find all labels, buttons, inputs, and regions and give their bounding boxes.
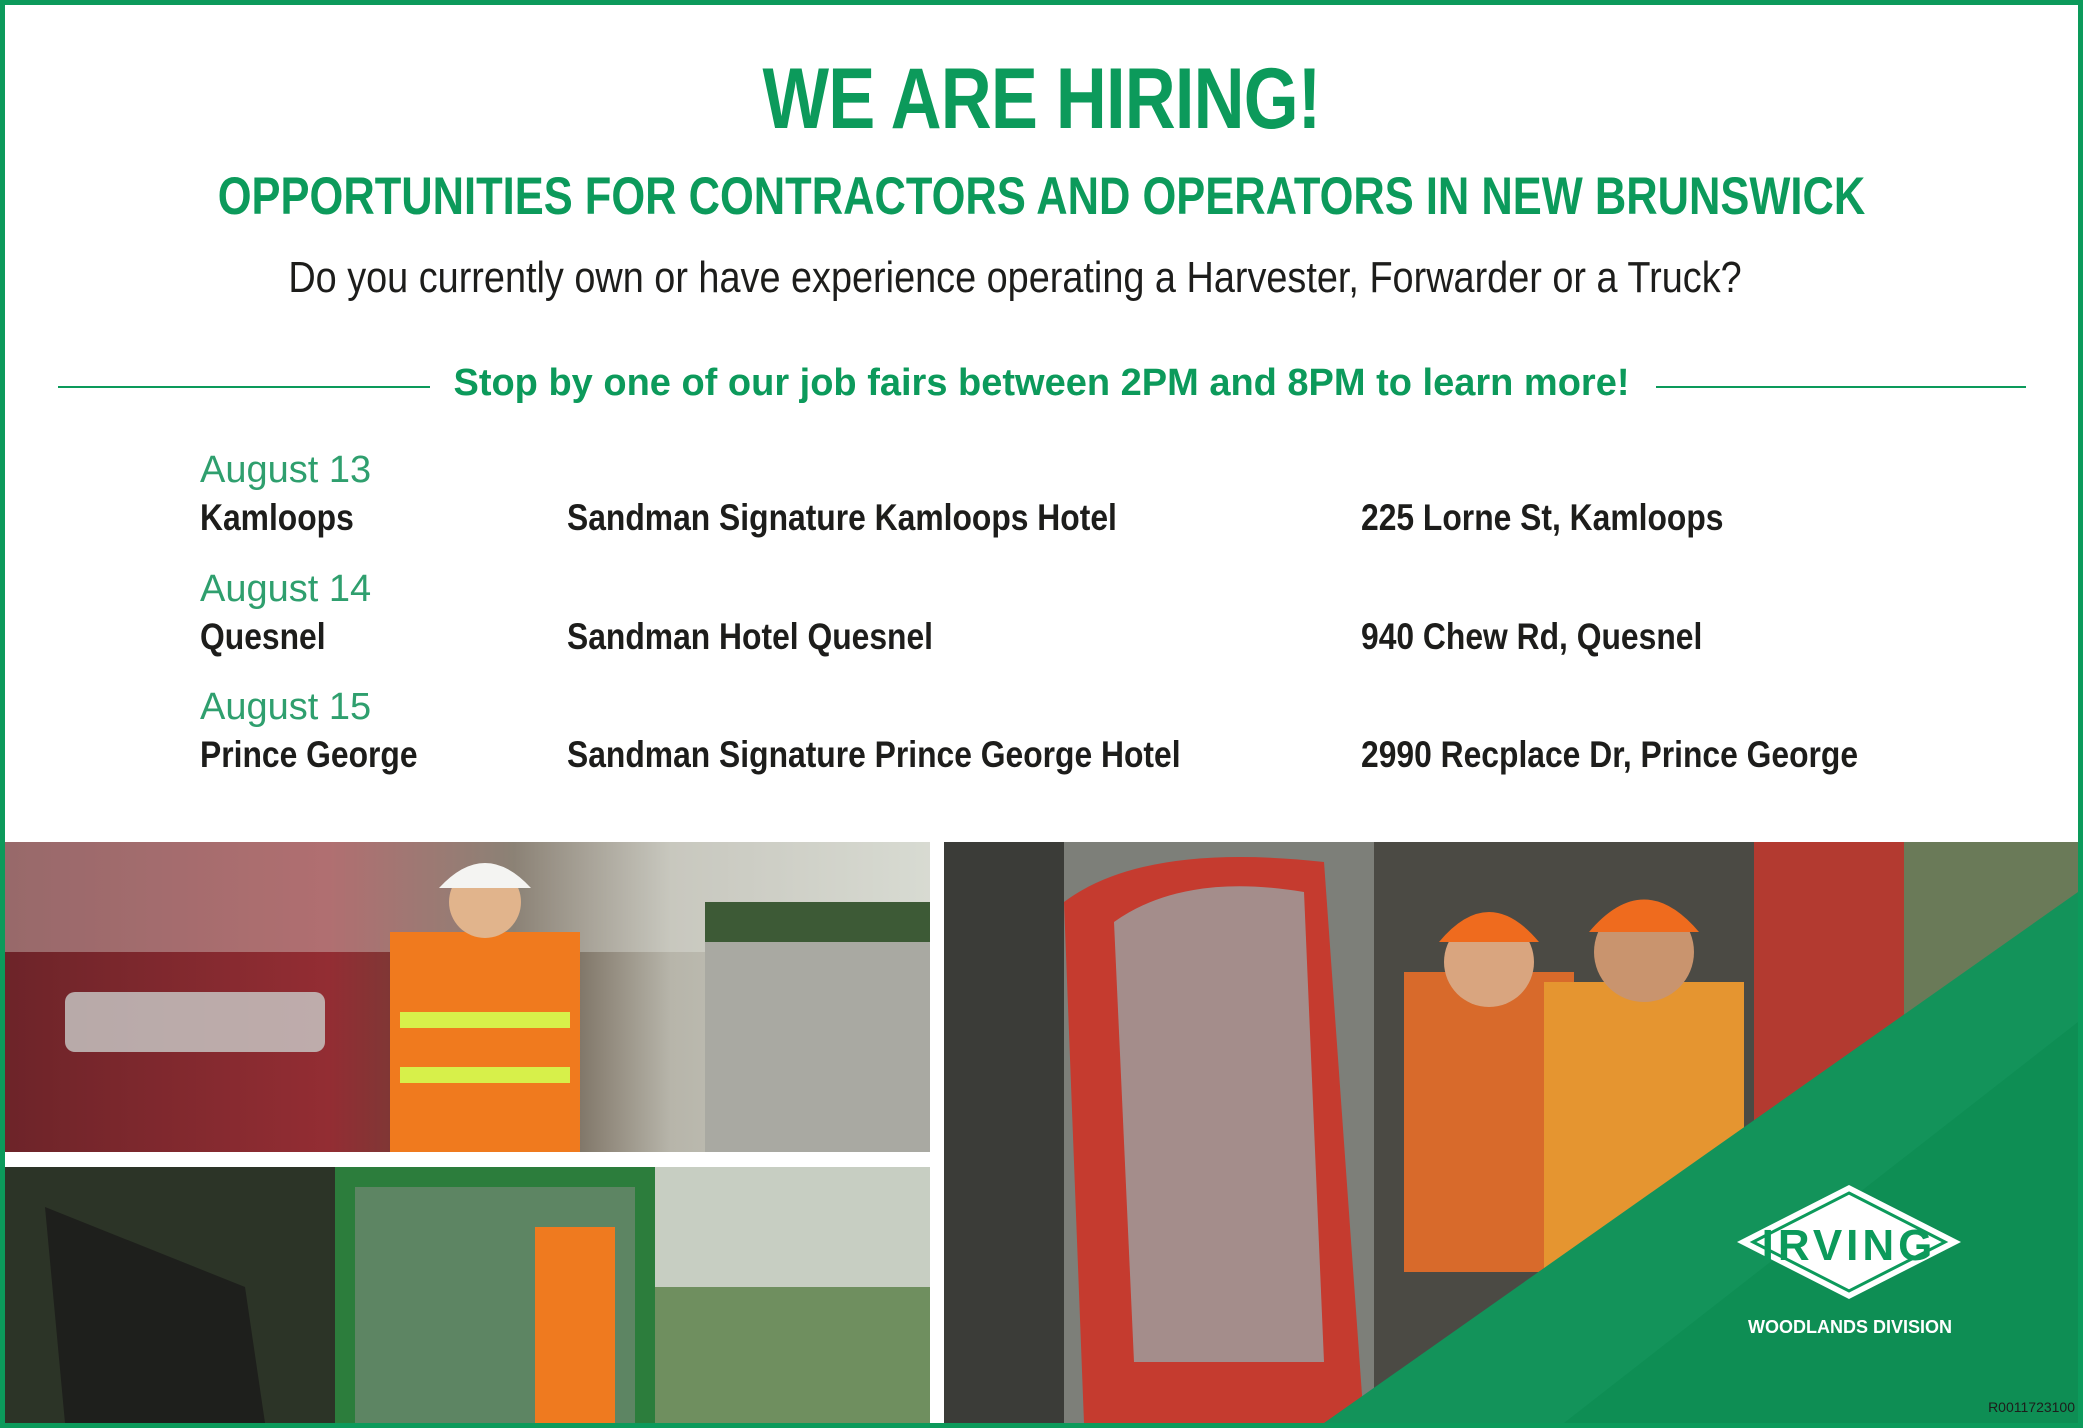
fair-address: 940 Chew Rd, Quesnel: [1361, 616, 1703, 657]
photo-forwarder-cab: [5, 1167, 930, 1423]
job-fair-entry: [200, 566, 1900, 662]
fair-venue: Sandman Signature Kamloops Hotel: [567, 497, 1117, 538]
photo-truck-driver-art: [5, 842, 930, 1152]
headline: WE ARE HIRING!: [762, 51, 1321, 147]
job-fair-callout: [0, 362, 2083, 405]
division-name: WOODLANDS DIVISION: [1747, 1317, 1952, 1337]
fair-city: Prince George: [200, 734, 418, 775]
fair-address: 225 Lorne St, Kamloops: [1361, 497, 1724, 538]
fair-date: August 13: [200, 449, 372, 491]
fair-venue: Sandman Signature Prince George Hotel: [567, 734, 1181, 775]
fair-venue: Sandman Hotel Quesnel: [567, 616, 934, 657]
fair-address: 2990 Recplace Dr, Prince George: [1361, 734, 1859, 775]
photo-truck-driver: [5, 842, 930, 1152]
photo-forwarder-cab-art: [5, 1167, 930, 1423]
job-fair-entry: [200, 684, 1900, 780]
fair-date: August 15: [200, 686, 372, 728]
ad-reference-number: R0011723100: [1988, 1399, 2075, 1415]
job-fair-entry: [200, 447, 1900, 543]
question-text: Do you currently own or have experience operating a Harvester, Forwarder or a Truck?: [288, 253, 1742, 302]
fair-city: Kamloops: [200, 497, 354, 538]
fair-date: August 14: [200, 568, 372, 610]
job-fair-callout-text: Stop by one of our job fairs between 2PM and 8PM to learn more!: [443, 362, 1639, 404]
subheadline: OPPORTUNITIES FOR CONTRACTORS AND OPERATORS IN NEW BRUNSWICK: [217, 167, 1866, 226]
irving-logo-text: IRVING: [1761, 1221, 1937, 1270]
fair-city: Quesnel: [200, 616, 326, 657]
